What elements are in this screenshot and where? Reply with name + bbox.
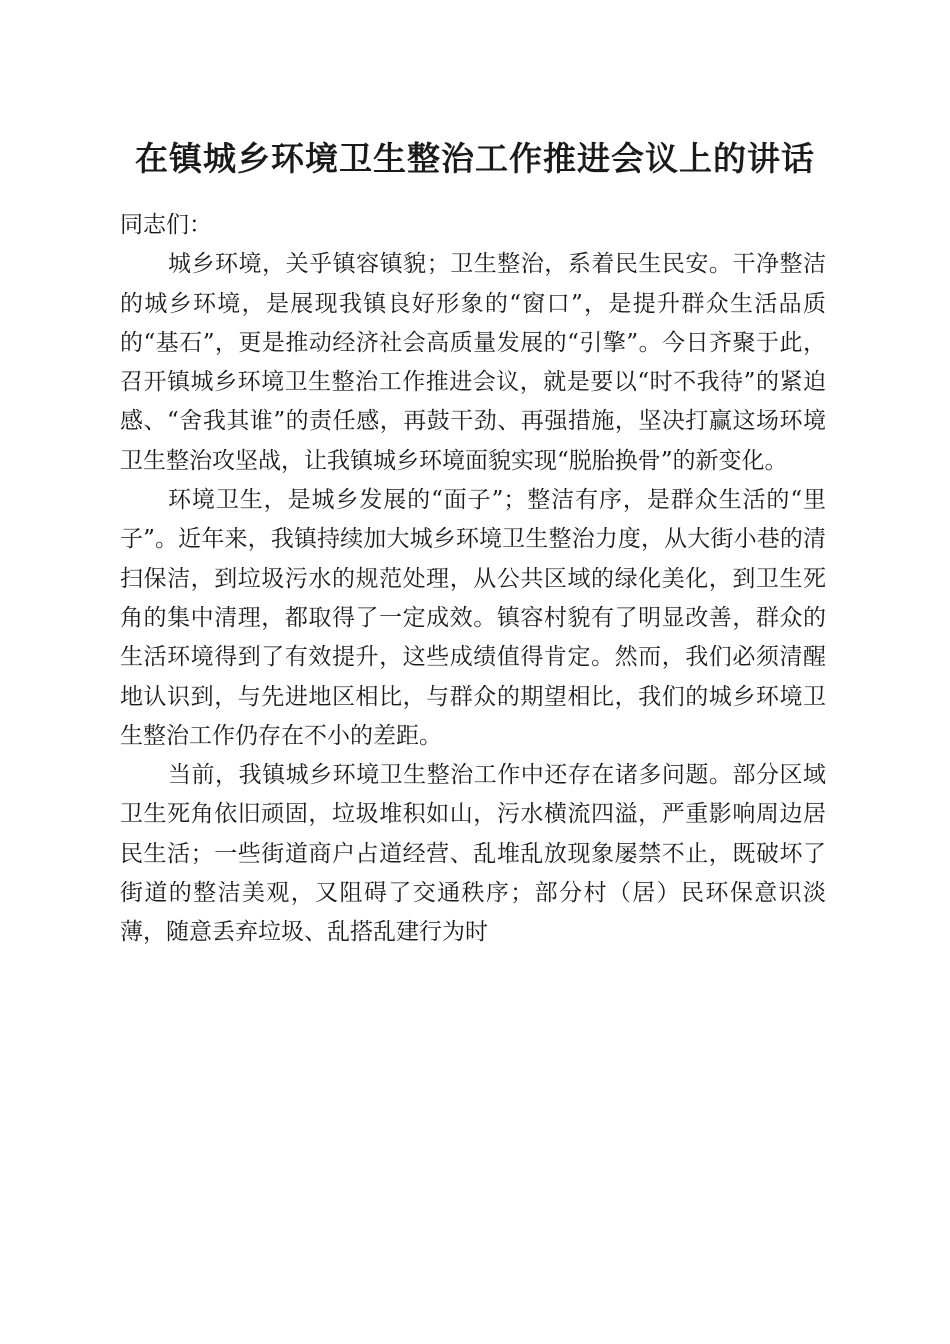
paragraph-3: 当前，我镇城乡环境卫生整治工作中还存在诸多问题。部分区域卫生死角依旧顽固，垃圾堆积如山，污水横流四溢，严重影响周边居民生活；一些街道商户占道经营、乱堆乱放现象屡禁不止，既破坏了街道的整洁美观，又阻碍了交通秩序；部分村（居）民环保意识淡薄，随意丢弃垃圾、乱搭乱建行为时 (120, 762, 826, 946)
paragraph-2: 环境卫生，是城乡发展的“面子”；整洁有序，是群众生活的“里子”。近年来，我镇持续加大城乡环境卫生整治力度，从大街小巷的清扫保洁，到垃圾污水的规范处理，从公共区域的绿化美化，到卫生死角的集中清理，都取得了一定成效。镇容村貌有了明显改善，群众的生活环境得到了有效提升，这些成绩值得肯定。然而，我们必须清醒地认识到，与先进地区相比，与群众的期望相比，我们的城乡环境卫生整治工作仍存在不小的差距。 (120, 487, 826, 749)
document-body (120, 206, 826, 953)
document-title: 在镇城乡环境卫生整治工作推进会议上的讲话 (135, 139, 815, 178)
paragraph-1: 城乡环境，关乎镇容镇貌；卫生整治，系着民生民安。干净整洁的城乡环境，是展现我镇良好形象的“窗口”，是提升群众生活品质的“基石”，更是推动经济社会高质量发展的“引擎”。今日齐聚于此，召开镇城乡环境卫生整治工作推进会议，就是要以“时不我待”的紧迫感、“舍我其谁”的责任感，再鼓干劲、再强措施，坚决打赢这场环境卫生整治攻坚战，让我镇城乡环境面貌实现“脱胎换骨”的新变化。 (120, 251, 826, 474)
salutation: 同志们： (120, 212, 212, 238)
